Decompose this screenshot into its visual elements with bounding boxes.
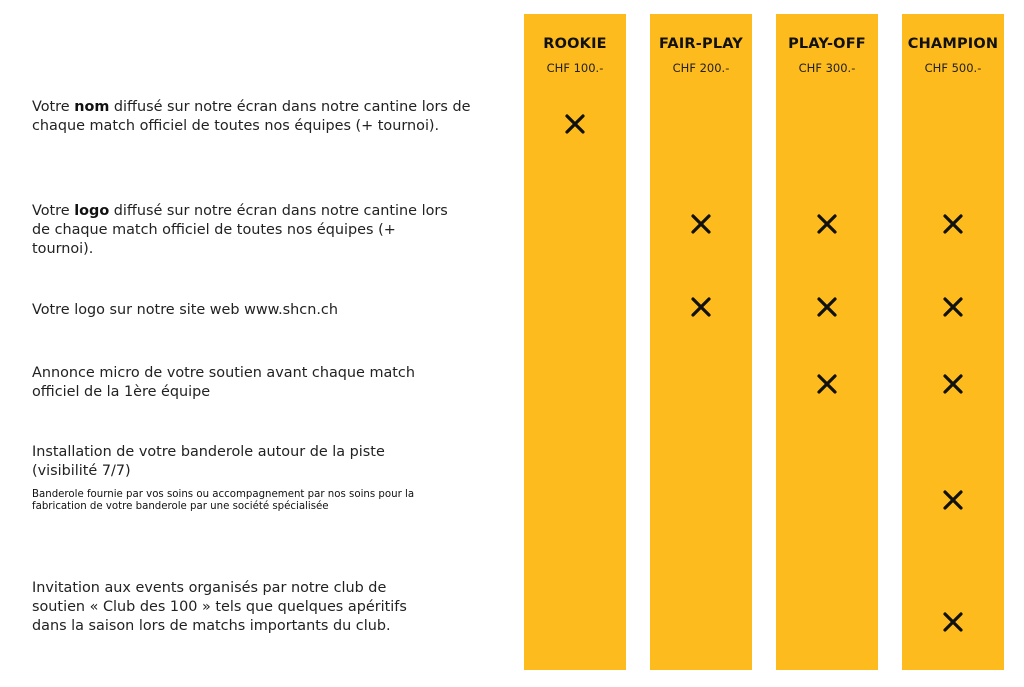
feature-text: Installation de votre banderole autour de la piste (visibilité 7/7) — [32, 444, 385, 479]
feature-text: diffusé sur notre écran dans notre cantine lors de chaque match officiel de toutes nos équipes (+ tournoi). — [32, 203, 448, 257]
tier-name: PLAY-OFF — [788, 36, 866, 52]
feature-text: diffusé sur notre écran dans notre cantine lors de chaque match officiel de toutes nos équipes (+ tournoi). — [32, 99, 471, 134]
tier-column-fair-play — [650, 14, 752, 670]
feature-banner-note: Banderole fournie par vos soins ou accompagnement par nos soins pour la fabrication de votre banderole par une société spécialisée — [32, 489, 415, 512]
tier-price: CHF 500.- — [924, 61, 982, 75]
tier-price: CHF 200.- — [672, 61, 730, 75]
feature-name-on-screen — [32, 98, 472, 136]
feature-text: Votre — [32, 203, 75, 219]
feature-text: Invitation aux events organisés par notre club de soutien « Club des 100 » tels que quelques apéritifs dans la saison lors de matchs importants du club. — [32, 580, 407, 634]
feature-banner-installation — [32, 443, 432, 481]
tier-price: CHF 100.- — [546, 61, 604, 75]
tier-price: CHF 300.- — [798, 61, 856, 75]
tier-name: ROOKIE — [543, 36, 607, 52]
tier-name: CHAMPION — [907, 36, 999, 52]
feature-text: Votre logo sur notre site web www.shcn.ch — [32, 302, 338, 318]
feature-emphasis: nom — [74, 99, 110, 115]
tier-column-play-off — [776, 14, 878, 670]
tier-column-rookie — [524, 14, 626, 670]
feature-micro-announcement — [32, 364, 422, 402]
feature-club-events — [32, 579, 442, 636]
feature-text: Annonce micro de votre soutien avant chaque match officiel de la 1ère équipe — [32, 365, 415, 400]
tier-column-champion — [902, 14, 1004, 670]
feature-logo-on-screen — [32, 202, 452, 259]
feature-text: Votre — [32, 99, 75, 115]
tier-name: FAIR-PLAY — [658, 36, 744, 52]
feature-emphasis: logo — [74, 203, 110, 219]
feature-logo-website — [32, 301, 472, 320]
